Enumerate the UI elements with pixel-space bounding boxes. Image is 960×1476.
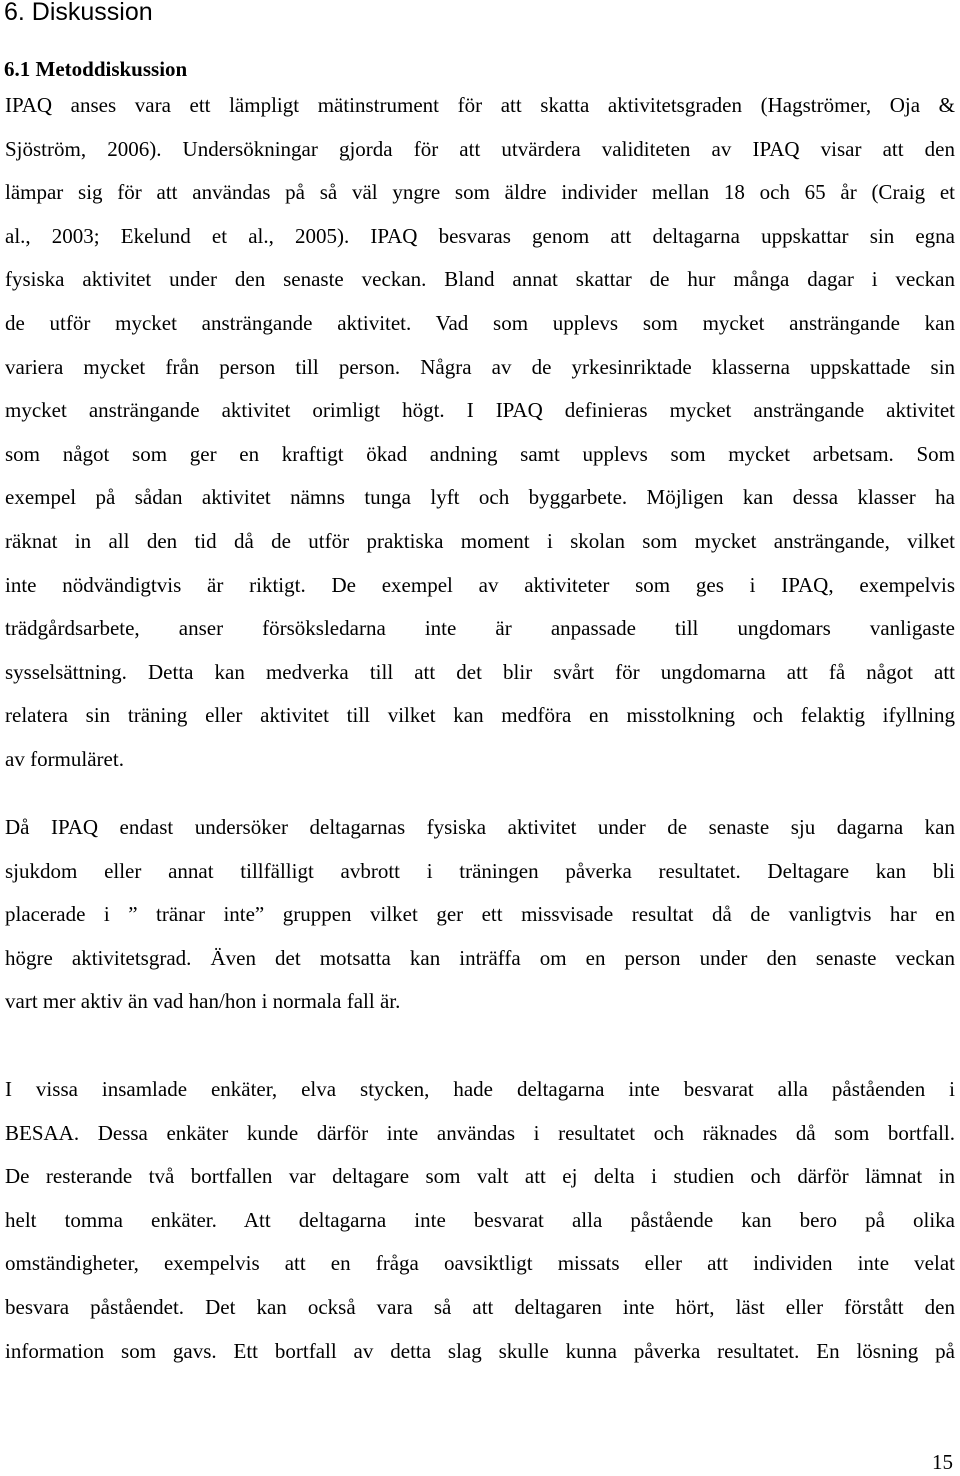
paragraph-line: trädgårdsarbete, anser försöksledarna inte är anpassade till ungdomars vanligaste: [5, 616, 955, 641]
paragraph-line: exempel på sådan aktivitet nämns tunga lyft och byggarbete. Möjligen kan dessa klasser ha: [5, 485, 955, 510]
paragraph-line: besvara påståendet. Det kan också vara så att deltagaren inte hört, läst eller förstått den: [5, 1294, 955, 1319]
paragraph-line: variera mycket från person till person. Några av de yrkesinriktade klasserna uppskattade sin: [5, 354, 955, 379]
paragraph-line: I vissa insamlade enkäter, elva stycken, hade deltagarna inte besvarat alla påståenden i: [5, 1077, 955, 1101]
paragraph-line: högre aktivitetsgrad. Även det motsatta kan inträffa om en person under den senaste veckan: [5, 945, 955, 970]
paragraph-line: sysselsättning. Detta kan medverka till att det blir svårt för ungdomarna att få något att: [5, 659, 955, 684]
paragraph-line: mycket ansträngande aktivitet orimligt högt. I IPAQ definieras mycket ansträngande aktivitet: [5, 398, 955, 423]
paragraph-line: lämpar sig för att användas på så väl yngre som äldre individer mellan 18 och 65 år (Craig et: [5, 180, 955, 205]
section-title: 6.1 Metoddiskussion: [4, 57, 188, 81]
paragraph-line: de utför mycket ansträngande aktivitet. Vad som upplevs som mycket ansträngande kan: [5, 310, 955, 335]
paragraph-line: IPAQ anses vara ett lämpligt mätinstrument för att skatta aktivitetsgraden (Hagströmer, Oja &: [5, 93, 955, 117]
page-number: 15: [932, 1450, 953, 1474]
paragraph-line: BESAA. Dessa enkäter kunde därför inte användas i resultatet och räknades då som bortfall.: [5, 1120, 955, 1145]
chapter-title: 6. Diskussion: [4, 0, 153, 26]
paragraph-line: Då IPAQ endast undersöker deltagarnas fysiska aktivitet under de senaste sju dagarna kan: [5, 815, 955, 839]
paragraph-line: som något som ger en kraftigt ökad andning samt upplevs som mycket arbetsam. Som: [5, 441, 955, 466]
paragraph-line: Sjöström, 2006). Undersökningar gjorda för att utvärdera validiteten av IPAQ visar att den: [5, 136, 955, 161]
paragraph-line: information som gavs. Ett bortfall av detta slag skulle kunna påverka resultatet. En lösning på: [5, 1338, 955, 1363]
paragraph-line: relatera sin träning eller aktivitet till vilket kan medföra en misstolkning och felaktig ifyllning: [5, 703, 955, 728]
paragraph-line: fysiska aktivitet under den senaste veckan. Bland annat skattar de hur många dagar i veckan: [5, 267, 955, 292]
paragraph-line: sjukdom eller annat tillfälligt avbrott i träningen påverka resultatet. Deltagare kan bli: [5, 858, 955, 883]
paragraph-line: vart mer aktiv än vad han/hon i normala fall är.: [5, 989, 401, 1014]
paragraph-ipaq-validity: [5, 84, 955, 782]
paragraph-line: räknat in all den tid då de utför praktiska moment i skolan som mycket ansträngande, vilket: [5, 528, 955, 553]
paragraph-line: De resterande två bortfallen var deltagare som valt att ej delta i studien och därför lämnat in: [5, 1164, 955, 1189]
paragraph-line: placerade i ” tränar inte” gruppen vilket ger ett missvisade resultat då de vanligtvis har en: [5, 902, 955, 927]
paragraph-line: inte nödvändigtvis är riktigt. De exempel av aktiviteter som ges i IPAQ, exempelvis: [5, 572, 955, 597]
paragraph-ipaq-timeframe: [5, 806, 955, 1024]
paragraph-line: omständigheter, exempelvis att en fråga oavsiktligt missats eller att individen inte velat: [5, 1251, 955, 1276]
paragraph-besaa-dropout: [5, 1068, 955, 1373]
paragraph-line: av formuläret.: [5, 746, 124, 771]
paragraph-line: al., 2003; Ekelund et al., 2005). IPAQ besvaras genom att deltagarna uppskattar sin egna: [5, 223, 955, 248]
paragraph-line: helt tomma enkäter. Att deltagarna inte besvarat alla påstående kan bero på olika: [5, 1207, 955, 1232]
